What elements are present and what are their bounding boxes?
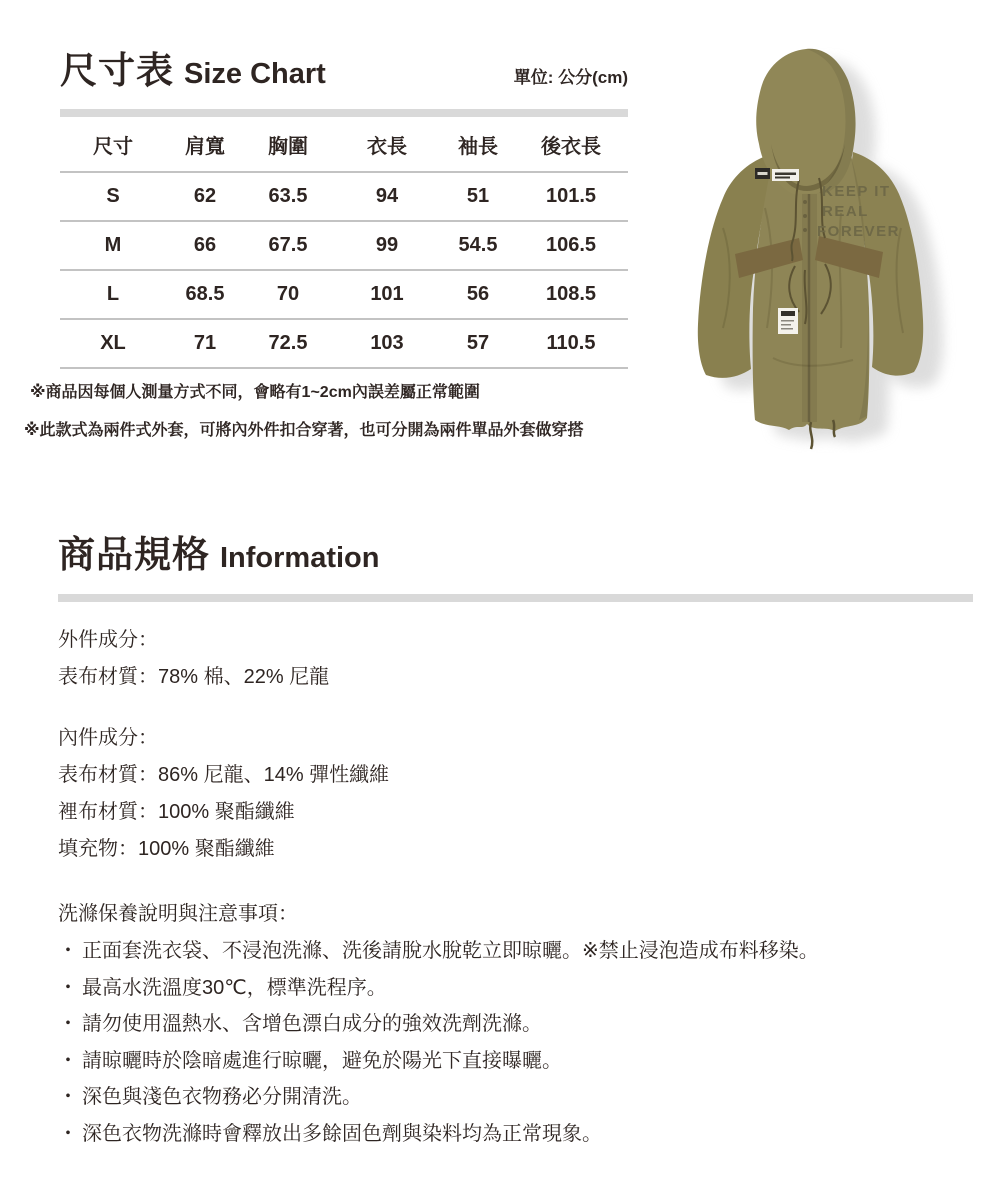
cell-value: 94 [375,185,399,207]
size-chart-section [60,40,628,369]
size-chart-title-zh: 尺寸表 [60,50,174,91]
cell-value: 106.5 [545,234,597,256]
cell-value: 57 [466,332,490,354]
product-image-parka [693,28,993,453]
size-chart-notes [24,374,690,450]
size-note-two-piece: ※此款式為兩件式外套，可將內外件扣合穿著，也可分開為兩件單品外套做穿搭 [24,422,584,439]
cell-value: 101.5 [545,185,597,207]
size-table [60,117,628,369]
header-cell-back-length: 後衣長 [541,135,601,158]
print-line-2: REAL [822,203,869,220]
cell-value: 56 [466,283,490,305]
cell-size: M [104,234,122,256]
cell-value: 68.5 [185,283,225,305]
snap-button [803,200,807,204]
bullet-dot: ・ [58,1049,78,1072]
cell-value: 103 [370,332,404,354]
care-heading: 洗滌保養說明與注意事項： [58,903,298,925]
care-item-text: 深色與淺色衣物務必分開清洗。 [82,1086,362,1108]
size-chart-titlebar [60,40,628,94]
size-note-measurement: ※商品因每個人測量方式不同，會略有1~2cm內誤差屬正常範圍 [30,384,480,401]
care-item [58,933,973,970]
size-table-row-m [60,222,628,271]
care-item-text: 正面套洗衣袋、不浸泡洗滌、洗後請脫水脫乾立即晾曬。※禁止浸泡造成布料移染。 [82,940,819,962]
size-table-row-s [60,173,628,222]
size-table-header-row [60,117,628,173]
cell-value: 66 [193,234,217,256]
information-title-en: Information [220,542,380,574]
cell-value: 101 [370,283,404,305]
size-table-row-l [60,271,628,320]
cell-value: 99 [375,234,399,256]
care-item-text: 請勿使用溫熱水、含增色漂白成分的強效洗劑洗滌。 [82,1013,542,1035]
cell-size: XL [100,332,126,354]
inner-composition-heading: 內件成分： [58,727,158,749]
header-cell-shoulder: 肩寬 [185,135,225,158]
cell-value: 108.5 [545,283,597,305]
care-item [58,1079,973,1116]
outer-composition [58,622,973,696]
hem-label-tag [778,308,798,334]
inner-composition [58,720,973,868]
bullet-dot: ・ [58,1086,78,1108]
cell-size: L [106,283,120,305]
bullet-dot: ・ [58,940,78,962]
outer-fabric-line: 表布材質：78% 棉、22% 尼龍 [58,666,330,688]
inner-fabric-line: 表布材質：86% 尼龍、14% 彈性纖維 [58,764,390,786]
print-line-3: FOREVER [817,223,901,240]
care-instructions [58,896,973,1152]
cell-value: 63.5 [268,185,308,207]
bullet-dot: ・ [58,1122,78,1145]
size-table-row-xl [60,320,628,369]
cell-size: S [106,185,120,207]
information-divider [58,594,973,602]
care-item-text: 深色衣物洗滌時會釋放出多餘固色劑與染料均為正常現象。 [82,1122,602,1145]
header-cell-sleeve: 袖長 [458,135,498,158]
cell-value: 62 [193,185,217,207]
cell-value: 54.5 [458,234,498,256]
parka-illustration [693,28,993,453]
information-title-zh: 商品規格 [58,534,210,575]
care-item-text: 最高水洗溫度30℃，標準洗程序。 [82,976,387,999]
information-titlebar [58,524,973,578]
cell-value: 110.5 [546,332,596,354]
bullet-dot: ・ [58,976,78,999]
outer-composition-heading: 外件成分： [58,629,158,651]
cell-value: 70 [276,283,300,305]
cell-value: 51 [466,185,490,207]
header-cell-chest: 胸圍 [268,135,308,158]
care-item-text: 請晾曬時於陰暗處進行晾曬，避免於陽光下直接曝曬。 [82,1049,562,1072]
cell-value: 67.5 [268,234,308,256]
inner-lining-line: 裡布材質：100% 聚酯纖維 [58,801,295,823]
size-chart-title-en: Size Chart [184,58,326,90]
header-cell-length: 衣長 [367,135,407,158]
snap-button [803,214,807,218]
care-item [58,1043,973,1080]
bullet-dot: ・ [58,1013,78,1035]
care-item [58,1006,973,1043]
unit-label: 單位: 公分(cm) [513,68,628,87]
print-line-1: KEEP IT [822,183,891,200]
cell-value: 71 [193,332,217,354]
care-item [58,970,973,1007]
snap-button [803,228,807,232]
inner-filling-line: 填充物：100% 聚酯纖維 [58,838,275,860]
information-section [58,524,973,1152]
cell-value: 72.5 [268,332,308,354]
care-item [58,1116,973,1153]
header-cell-size: 尺寸 [93,135,133,158]
size-chart-divider [60,109,628,117]
